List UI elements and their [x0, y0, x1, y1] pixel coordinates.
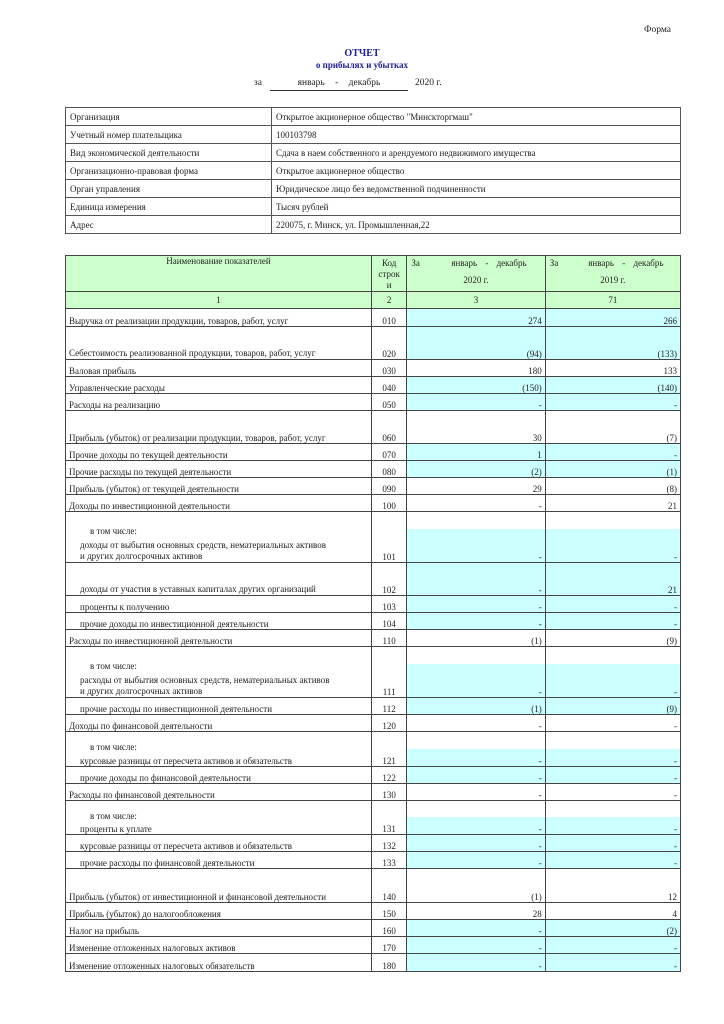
row-name: [66, 920, 372, 937]
table-row: [66, 647, 681, 698]
row-name-text: Доходы по финансовой деятельности: [69, 721, 213, 731]
sub-label: в том числе:: [90, 661, 137, 671]
info-label: Организационно-правовая форма: [66, 162, 272, 180]
value-previous-year: (7): [545, 411, 680, 444]
value-previous-year: 133: [545, 360, 680, 377]
value-previous-year: 12: [545, 869, 680, 903]
info-row: [66, 126, 681, 144]
value-previous-year: (9): [545, 630, 680, 647]
row-name-text: Прибыль (убыток) от реализации продукции, товаров, работ, услуг: [69, 433, 326, 443]
value-previous-year[interactable]: 266: [545, 309, 680, 327]
table-row: [66, 411, 681, 444]
row-code: 102: [371, 563, 406, 596]
row-code: 030: [371, 360, 406, 377]
table-row: [66, 869, 681, 903]
info-row: [66, 216, 681, 234]
row-code: 133: [371, 852, 406, 869]
cell-value: -: [538, 756, 542, 766]
info-label: Вид экономической деятельности: [66, 144, 272, 162]
report-subtitle: о прибылях и убытках: [315, 60, 409, 70]
table-row: [66, 596, 681, 613]
row-code: 131: [371, 801, 406, 835]
info-value: Открытое акционерное общество "Минскторгмаш": [272, 108, 681, 126]
value-previous-year: 21: [545, 495, 680, 512]
value-previous-year[interactable]: [545, 647, 680, 698]
header-name: Наименование показателей: [66, 256, 372, 292]
info-row: [66, 108, 681, 126]
header-period: январь - декабрь: [588, 258, 664, 268]
table-row: [66, 360, 681, 377]
row-name: [66, 309, 372, 327]
row-code: 050: [371, 394, 406, 411]
row-name-text: Прочие доходы по текущей деятельности: [69, 450, 228, 460]
value-current-year[interactable]: -: [407, 596, 545, 613]
row-code: 060: [371, 411, 406, 444]
value-previous-year[interactable]: -: [545, 767, 680, 784]
value-previous-year[interactable]: -: [545, 937, 680, 954]
table-row: [66, 903, 681, 920]
value-previous-year[interactable]: (140): [545, 377, 680, 394]
info-row: [66, 162, 681, 180]
sub-label: в том числе:: [90, 526, 137, 536]
row-name-text: Изменение отложенных налоговых обязательств: [69, 961, 255, 971]
row-name: [66, 444, 372, 461]
row-code: 150: [371, 903, 406, 920]
table-row: [66, 920, 681, 937]
value-current-year: 180: [407, 360, 545, 377]
row-code: 101: [371, 512, 406, 563]
row-name-text: Изменение отложенных налоговых активов: [69, 943, 236, 953]
info-row: [66, 180, 681, 198]
value-current-year[interactable]: -: [407, 937, 545, 954]
row-name: [66, 461, 372, 478]
table-row: [66, 478, 681, 495]
value-current-year: 29: [407, 478, 545, 495]
row-name: [66, 852, 372, 869]
table-row: [66, 852, 681, 869]
table-row: [66, 394, 681, 411]
row-name: [66, 563, 372, 596]
table-row: [66, 613, 681, 630]
table-row: [66, 563, 681, 596]
cell-value: -: [674, 756, 677, 766]
table-row: [66, 461, 681, 478]
value-current-year: -: [407, 495, 545, 512]
value-current-year[interactable]: (94): [407, 327, 545, 360]
table-row: [66, 715, 681, 732]
organization-info-table: [65, 107, 681, 234]
row-code: 090: [371, 478, 406, 495]
table-row: [66, 495, 681, 512]
row-name: [66, 512, 372, 563]
table-row: [66, 954, 681, 972]
table-row: [66, 630, 681, 647]
info-label: Орган управления: [66, 180, 272, 198]
value-previous-year[interactable]: (9): [545, 698, 680, 715]
row-name-text: курсовые разницы от пересчета активов и обязательств: [80, 841, 293, 851]
table-row: [66, 767, 681, 784]
table-row: [66, 801, 681, 835]
row-code: 010: [371, 309, 406, 327]
cell-value: -: [674, 824, 677, 834]
row-code: 130: [371, 784, 406, 801]
column-number: 3: [407, 292, 545, 309]
row-name-text: Налог на прибыль: [69, 926, 139, 936]
header-year: 2019 г.: [600, 275, 626, 285]
row-code: 132: [371, 835, 406, 852]
row-name-text: прочие расходы по инвестиционной деятельности: [80, 704, 273, 714]
value-current-year: (1): [407, 869, 545, 903]
column-number: 2: [371, 292, 406, 309]
table-row: [66, 512, 681, 563]
info-value: Открытое акционерное общество: [272, 162, 681, 180]
table-row: [66, 309, 681, 327]
row-code: 160: [371, 920, 406, 937]
row-name: [66, 327, 372, 360]
info-value: Сдача в наем собственного и арендуемого недвижимого имущества: [272, 144, 681, 162]
value-previous-year[interactable]: -: [545, 596, 680, 613]
value-previous-year[interactable]: (1): [545, 461, 680, 478]
value-previous-year[interactable]: (2): [545, 920, 680, 937]
value-current-year: 30: [407, 411, 545, 444]
value-current-year: 28: [407, 903, 545, 920]
row-name-text: прочие расходы по финансовой деятельности: [80, 858, 255, 868]
value-current-year[interactable]: [407, 732, 545, 767]
sub-label: в том числе:: [90, 742, 137, 752]
row-name-text: прочие доходы по финансовой деятельности: [80, 773, 251, 783]
value-current-year[interactable]: [407, 647, 545, 698]
row-name-text: прочие доходы по инвестиционной деятельности: [80, 619, 269, 629]
cell-value: -: [674, 687, 677, 697]
column-number: 1: [66, 292, 372, 309]
row-code: 122: [371, 767, 406, 784]
row-code: 070: [371, 444, 406, 461]
value-current-year[interactable]: -: [407, 394, 545, 411]
info-value: Юридическое лицо без ведомственной подчиненности: [272, 180, 681, 198]
table-row: [66, 835, 681, 852]
value-current-year[interactable]: (2): [407, 461, 545, 478]
row-name: [66, 495, 372, 512]
table-row: [66, 444, 681, 461]
row-name-text: Валовая прибыль: [69, 366, 136, 376]
table-row: [66, 377, 681, 394]
row-name-text: Прибыль (убыток) от текущей деятельности: [69, 484, 239, 494]
row-name: [66, 954, 372, 972]
row-name: [66, 394, 372, 411]
cell-value: -: [538, 824, 542, 834]
header-period: январь - декабрь: [451, 258, 527, 268]
row-name: [66, 411, 372, 444]
value-previous-year[interactable]: -: [545, 954, 680, 972]
row-name-text: доходы от выбытия основных средств, нематериальных активов и других долгосрочных активов: [80, 540, 326, 561]
value-previous-year: -: [545, 715, 680, 732]
value-current-year: -: [407, 784, 545, 801]
value-current-year[interactable]: [407, 512, 545, 563]
info-value: 100103798: [272, 126, 681, 144]
value-previous-year: (8): [545, 478, 680, 495]
value-current-year[interactable]: -: [407, 920, 545, 937]
period-prefix: за: [254, 78, 262, 88]
row-name-text: Себестоимость реализованной продукции, товаров, работ, услуг: [69, 348, 316, 358]
info-row: [66, 144, 681, 162]
period-value: январь - декабрь: [270, 78, 408, 91]
value-previous-year[interactable]: [545, 512, 680, 563]
value-previous-year[interactable]: -: [545, 852, 680, 869]
header-previous-period: [545, 256, 680, 292]
row-name: [66, 630, 372, 647]
value-previous-year[interactable]: (133): [545, 327, 680, 360]
row-name: [66, 801, 372, 835]
row-name-text: курсовые разницы от пересчета активов и обязательств: [80, 756, 293, 766]
row-code: 080: [371, 461, 406, 478]
row-name-text: Расходы по инвестиционной деятельности: [69, 636, 233, 646]
row-name-text: Доходы по инвестиционной деятельности: [69, 501, 230, 511]
info-row: [66, 198, 681, 216]
value-current-year[interactable]: [407, 801, 545, 835]
row-name-text: Прибыль (убыток) от инвестиционной и финансовой деятельности: [69, 892, 327, 902]
info-label: Адрес: [66, 216, 272, 234]
value-current-year[interactable]: -: [407, 835, 545, 852]
row-name-text: расходы от выбытия основных средств, нематериальных активов и других долгосрочных активов: [80, 675, 330, 696]
row-name: [66, 732, 372, 767]
value-current-year[interactable]: (1): [407, 698, 545, 715]
row-name: [66, 596, 372, 613]
row-code: 103: [371, 596, 406, 613]
row-name-text: Выручка от реализации продукции, товаров, работ, услуг: [69, 316, 289, 326]
row-name-text: Управленческие расходы: [69, 383, 165, 393]
table-row: [66, 698, 681, 715]
value-current-year: -: [407, 715, 545, 732]
table-header-row: [66, 256, 681, 292]
cell-value: -: [674, 552, 677, 562]
value-current-year[interactable]: 1: [407, 444, 545, 461]
row-name-text: Расходы на реализацию: [69, 400, 161, 410]
report-title: ОТЧЕТ: [344, 48, 380, 59]
row-name-text: Прибыль (убыток) до налогообложения: [69, 909, 221, 919]
row-code: 100: [371, 495, 406, 512]
row-code: 112: [371, 698, 406, 715]
cell-value: -: [538, 552, 542, 562]
row-name-text: проценты к уплате: [80, 824, 152, 834]
row-code: 170: [371, 937, 406, 954]
row-name: [66, 903, 372, 920]
row-code: 140: [371, 869, 406, 903]
column-number: 71: [545, 292, 680, 309]
row-code: 111: [371, 647, 406, 698]
form-label: Форма: [644, 25, 672, 35]
table-row: [66, 784, 681, 801]
column-number-row: [66, 292, 681, 309]
row-name: [66, 647, 372, 698]
value-previous-year[interactable]: -: [545, 444, 680, 461]
row-name: [66, 613, 372, 630]
header-current-period: [407, 256, 545, 292]
info-label: Единица измерения: [66, 198, 272, 216]
row-name-text: Прочие расходы по текущей деятельности: [69, 467, 232, 477]
value-current-year[interactable]: -: [407, 954, 545, 972]
row-name: [66, 715, 372, 732]
row-name-text: проценты к получению: [80, 602, 170, 612]
sub-label: в том числе:: [90, 811, 137, 821]
value-previous-year: 4: [545, 903, 680, 920]
info-value: Тысяч рублей: [272, 198, 681, 216]
info-label: Учетный номер плательщика: [66, 126, 272, 144]
info-label: Организация: [66, 108, 272, 126]
row-code: 120: [371, 715, 406, 732]
value-current-year[interactable]: 274: [407, 309, 545, 327]
value-current-year[interactable]: -: [407, 563, 545, 596]
value-previous-year[interactable]: -: [545, 394, 680, 411]
value-current-year[interactable]: -: [407, 613, 545, 630]
row-code: 020: [371, 327, 406, 360]
value-previous-year[interactable]: -: [545, 613, 680, 630]
row-name: [66, 767, 372, 784]
table-row: [66, 327, 681, 360]
table-row: [66, 732, 681, 767]
header-code: Код строк и: [371, 256, 406, 292]
row-code: 180: [371, 954, 406, 972]
value-previous-year[interactable]: [545, 801, 680, 835]
row-name-text: Расходы по финансовой деятельности: [69, 790, 215, 800]
cell-value: -: [538, 687, 542, 697]
row-name-text: доходы от участия в уставных капиталах других организаций: [80, 584, 316, 594]
row-name: [66, 360, 372, 377]
value-current-year[interactable]: -: [407, 852, 545, 869]
row-name: [66, 784, 372, 801]
value-previous-year: -: [545, 784, 680, 801]
table-row: [66, 937, 681, 954]
row-name: [66, 698, 372, 715]
profit-loss-table: [65, 255, 681, 972]
value-current-year: (1): [407, 630, 545, 647]
period-year: 2020 г.: [415, 78, 442, 88]
value-current-year[interactable]: -: [407, 767, 545, 784]
row-code: 121: [371, 732, 406, 767]
row-name: [66, 377, 372, 394]
header-prefix: За: [549, 258, 559, 268]
row-code: 104: [371, 613, 406, 630]
info-value: 220075, г. Минск, ул. Промышленная,22: [272, 216, 681, 234]
value-current-year[interactable]: (150): [407, 377, 545, 394]
row-name: [66, 937, 372, 954]
value-previous-year[interactable]: [545, 732, 680, 767]
value-previous-year[interactable]: 21: [545, 563, 680, 596]
value-previous-year[interactable]: -: [545, 835, 680, 852]
row-name: [66, 478, 372, 495]
header-year: 2020 г.: [463, 275, 489, 285]
row-code: 040: [371, 377, 406, 394]
header-prefix: За: [411, 258, 420, 268]
row-name: [66, 869, 372, 903]
row-code: 110: [371, 630, 406, 647]
row-name: [66, 835, 372, 852]
